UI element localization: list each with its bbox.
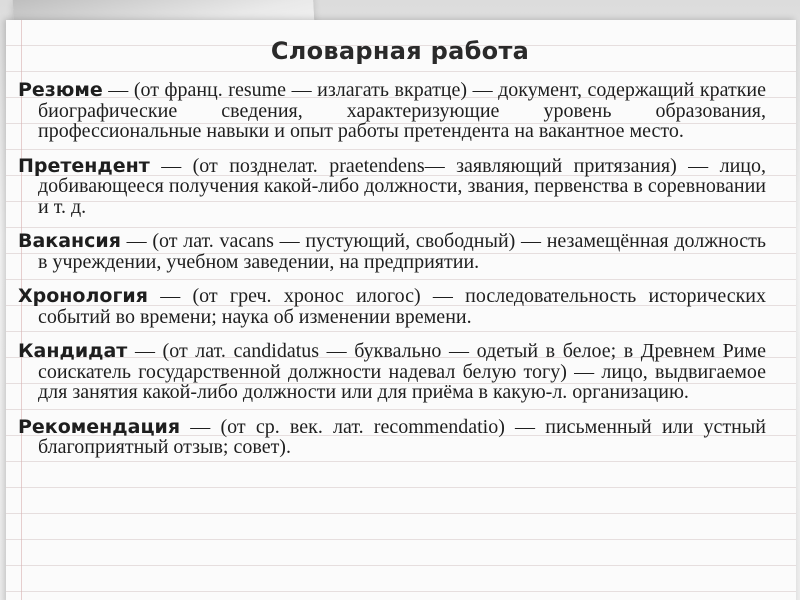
glossary-definition: — (от франц. resume — излагать вкратце) — документ, содержащий краткие биографические сведения, характеризующие уровень образования, профессиональные навыки и опыт работы претендента на вакантное место. — [38, 79, 766, 142]
page-title: Словарная работа — [270, 37, 530, 65]
glossary-entry-rekomendatsiya — [18, 417, 766, 458]
glossary-term: Хронология — [18, 285, 148, 307]
glossary-term: Претендент — [18, 154, 150, 177]
glossary-definition: — (от греч. хронос илогос) — последовательность исторических событий во времени; наука об изменении времени. — [38, 285, 766, 328]
glossary-term: Рекомендация — [18, 415, 181, 438]
glossary-definition: — (от ср. век. лат. recommendatio) — письменный или устный благоприятный отзыв; совет). — [38, 415, 766, 458]
glossary-entry-khronologiya — [18, 286, 766, 327]
glossary-definition: — (от лат. candidatus — буквально — одетый в белое; в Древнем Риме соискатель государственной должности надевал белую тогу) — лицо, выдвигаемое для занятия какой-либо должности или для приёма в какую-л. организацию. — [38, 340, 766, 403]
glossary-definition: — (от позднелат. praetendens— заявляющий притязания) — лицо, добивающееся получения какой-либо должности, звания, первенства в соревновании и т. д. — [38, 154, 766, 218]
glossary-term: Вакансия — [18, 230, 121, 252]
glossary-term: Резюме — [18, 79, 103, 101]
glossary-entry-pretendent — [18, 156, 766, 218]
glossary-definition: — (от лат. vacans — пустующий, свободный) — незамещённая должность в учреждении, учебном заведении, на предприятии. — [38, 230, 766, 273]
glossary-entry-resume — [18, 80, 766, 142]
glossary-entry-vakansiya — [18, 231, 766, 272]
glossary-entry-kandidat — [18, 341, 766, 403]
glossary-term: Кандидат — [18, 340, 128, 362]
glossary — [18, 80, 766, 472]
